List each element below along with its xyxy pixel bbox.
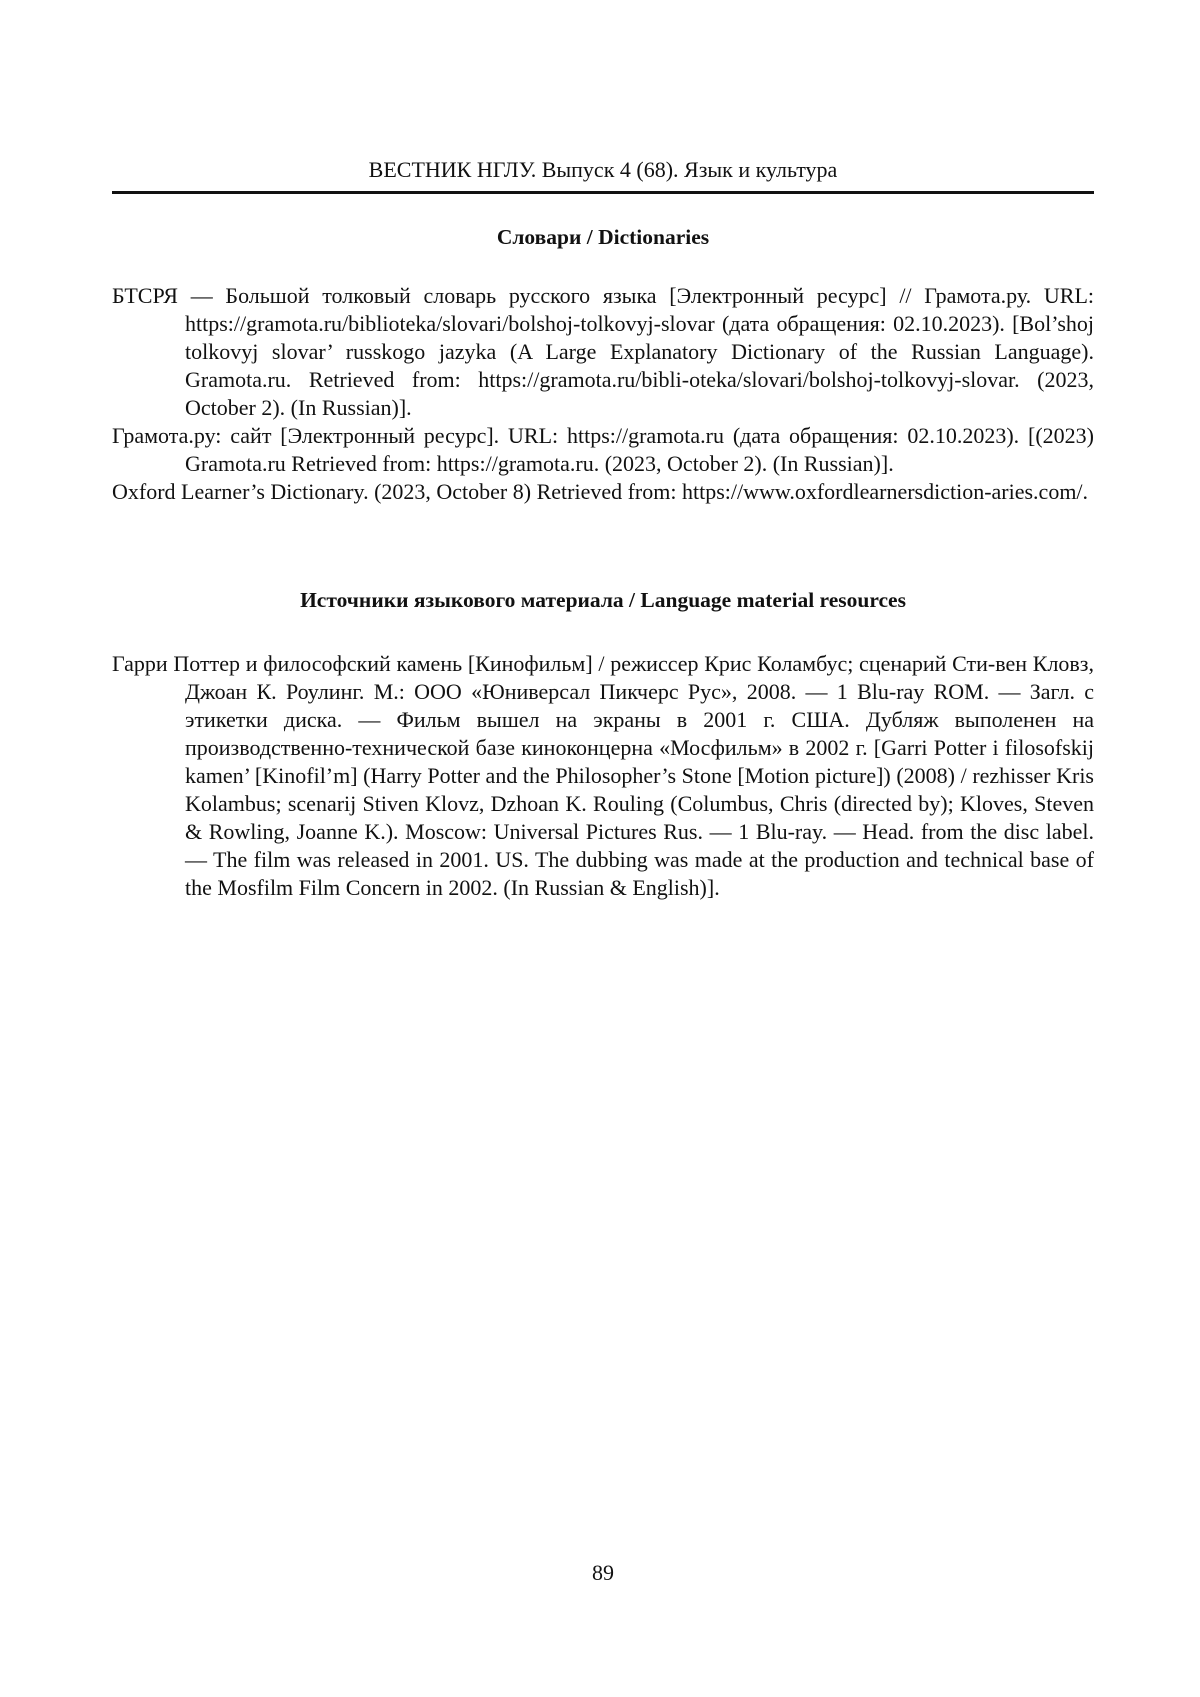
header-rule — [112, 191, 1094, 194]
dictionaries-heading: Словари / Dictionaries — [112, 223, 1094, 251]
dictionaries-list — [112, 282, 1094, 506]
sources-heading: Источники языкового материала / Language material resources — [112, 586, 1094, 614]
dictionaries-section — [112, 223, 1094, 506]
reference-entry: Oxford Learner’s Dictionary. (2023, October 8) Retrieved from: https://www.oxfordlearnersdiction-aries.com/. — [112, 478, 1094, 506]
reference-entry: БТСРЯ — Большой толковый словарь русского языка [Электронный ресурс] // Грамота.ру. URL: https://gramota.ru/biblioteka/slovari/bolshoj-tolkovyj-slovar (дата обращения: 02.10.2023). [Bol’shoj tolkovyj slovar’ russkogo jazyka (A Large Explanatory Dictionary of the Russian Language). Gramota.ru. Retrieved from: https://gramota.ru/bibli-oteka/slovari/bolshoj-tolkovyj-slovar. (2023, October 2). (In Russian)]. — [112, 282, 1094, 422]
reference-entry: Грамота.ру: сайт [Электронный ресурс]. URL: https://gramota.ru (дата обращения: 02.10.2023). [(2023) Gramota.ru Retrieved from: https://gramota.ru. (2023, October 2). (In Russian)]. — [112, 422, 1094, 478]
sources-list — [112, 650, 1094, 902]
page-number: 89 — [112, 1558, 1094, 1588]
reference-entry: Гарри Поттер и философский камень [Кинофильм] / режиссер Крис Коламбус; сценарий Сти-вен Кловз, Джоан К. Роулинг. М.: ООО «Юниверсал Пикчерс Рус», 2008. — 1 Blu-ray ROM. — Загл. с этикетки диска. — Фильм вышел на экраны в 2001 г. США. Дубляж выполенен на производственно-технической базе киноконцерна «Мосфильм» в 2002 г. [Garri Potter i filosofskij kamen’ [Kinofil’m] (Harry Potter and the Philosopher’s Stone [Motion picture]) (2008) / rezhisser Kris Kolambus; scenarij Stiven Klovz, Dzhoan K. Rouling (Columbus, Chris (directed by); Kloves, Steven & Rowling, Joanne K.). Moscow: Universal Pictures Rus. — 1 Blu-ray. — Head. from the disc label. — The film was released in 2001. US. The dubbing was made at the production and technical base of the Mosfilm Film Concern in 2002. (In Russian & English)]. — [112, 650, 1094, 902]
running-title: ВЕСТНИК НГЛУ. Выпуск 4 (68). Язык и культура — [112, 155, 1094, 185]
sources-section — [112, 586, 1094, 902]
journal-page — [0, 0, 1200, 1697]
